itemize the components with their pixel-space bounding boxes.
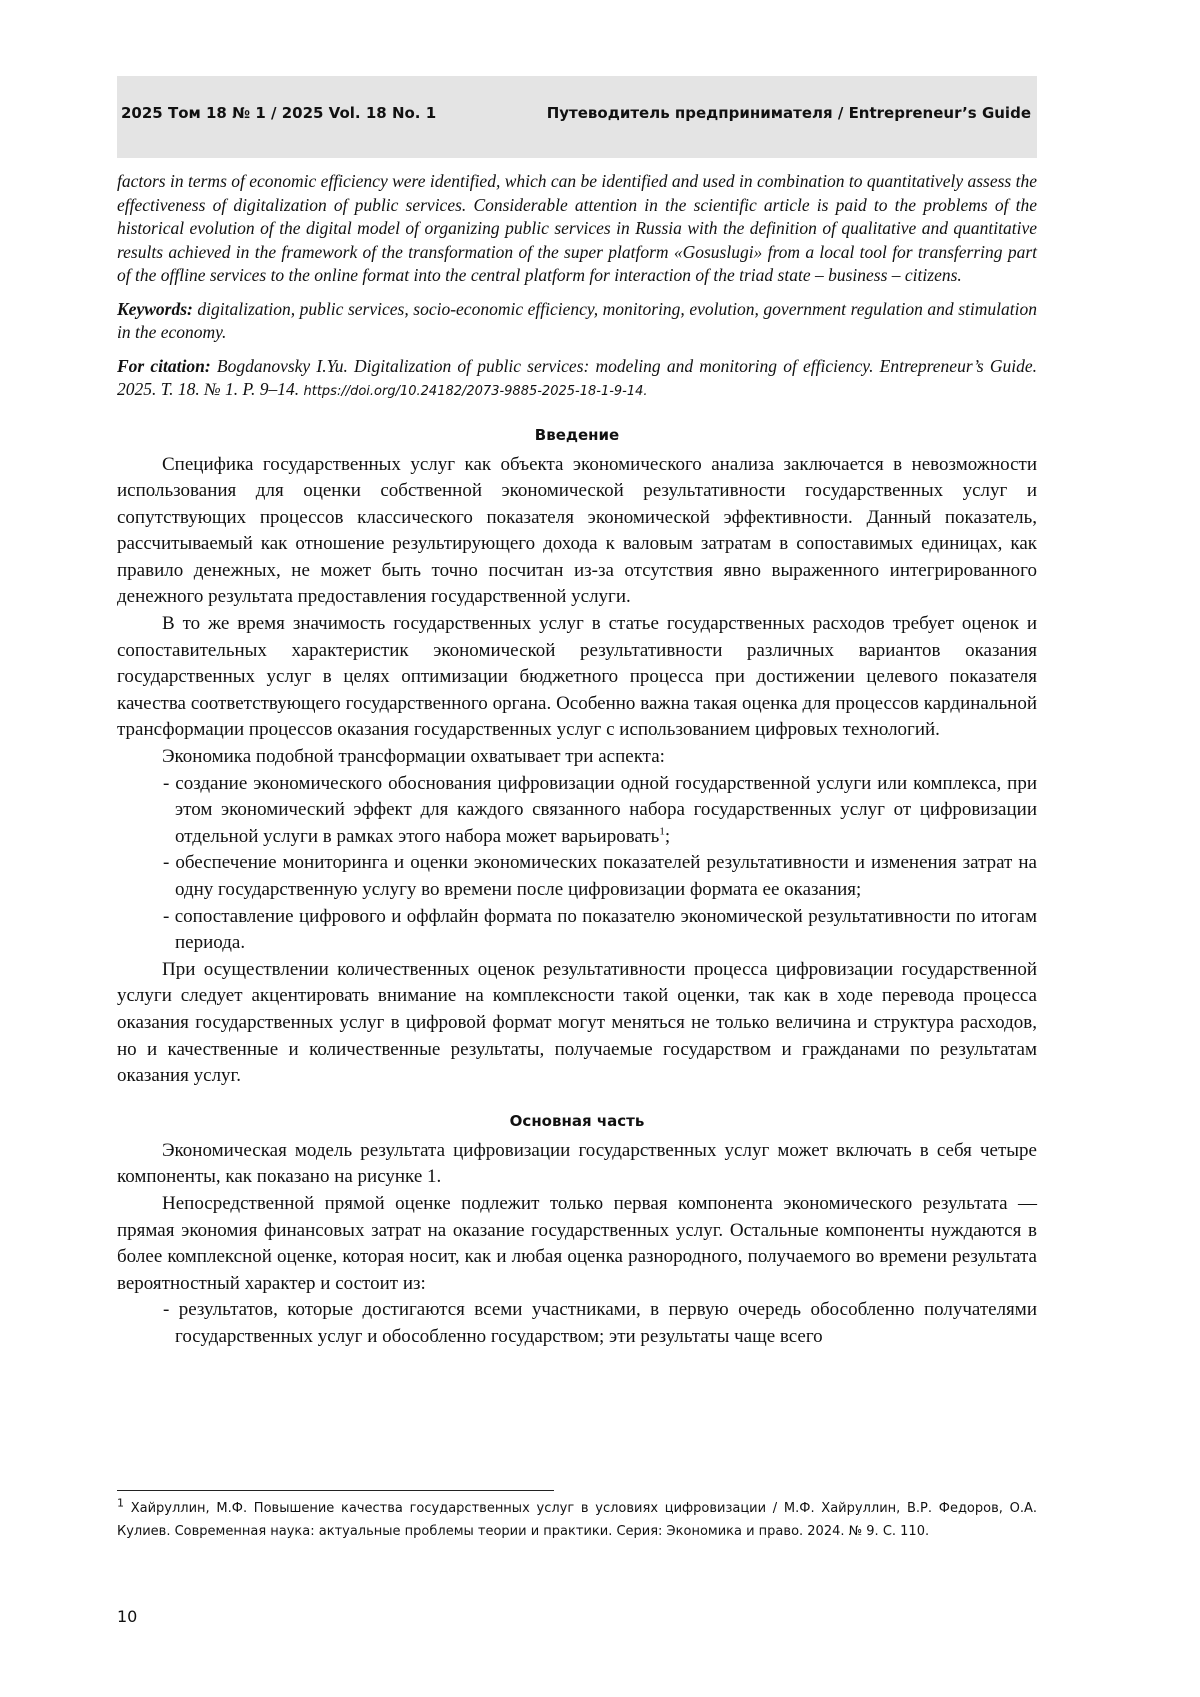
paragraph: Экономика подобной трансформации охватывает три аспекта: [117, 744, 1037, 771]
paragraph: В то же время значимость государственных услуг в статье государственных расходов требует оценок и сопоставительных характеристик экономической результативности различных вариантов оказания государственных услуг в целях оптимизации бюджетного процесса при достижении целевого показателя качества соответствующего государственного органа. Особенно важна такая оценка для процессов кардинальной трансформации процессов оказания государственных услуг с использованием цифровых технологий. [117, 611, 1037, 744]
footnote-divider [117, 1490, 554, 1491]
footnote [117, 1497, 1037, 1543]
section-heading-main: Основная часть [117, 1110, 1037, 1132]
section-heading-intro: Введение [117, 424, 1037, 446]
journal-title: Путеводитель предпринимателя / Entrepreneur’s Guide [547, 104, 1031, 122]
citation-text: Bogdanovsky I.Yu. Digitalization of public services: modeling and monitoring of efficiency. Entrepreneur’s Guide. 2025. T. 18. № 1. P. 9–14. [117, 356, 1037, 400]
citation-label: For citation: [117, 356, 211, 376]
page-number: 10 [117, 1607, 137, 1626]
aspects-list [117, 771, 1037, 957]
list-item: - сопоставление цифрового и оффлайн формата по показателю экономической результативности по итогам периода. [117, 904, 1037, 957]
page-content [117, 170, 1037, 1351]
doi-link[interactable]: https://doi.org/10.24182/2073-9885-2025-18-1-9-14. [304, 384, 648, 399]
list-item [117, 771, 1037, 851]
abstract-text: factors in terms of economic efficiency were identified, which can be identified and used in combination to quantitatively assess the effectiveness of digitalization of public services. Considerable attention in the scientific article is paid to the problems of the historical evolution of the digital model of organizing public services in Russia with the definition of qualitative and quantitative results achieved in the framework of the transformation of the super platform «Gosuslugi» from a local tool for transferring part of the offline services to the online format into the central platform for interaction of the triad state – business – citizens. [117, 170, 1037, 288]
footnote-number: 1 [117, 1497, 124, 1510]
paragraph: Экономическая модель результата цифровизации государственных услуг может включать в себя четыре компоненты, как показано на рисунке 1. [117, 1138, 1037, 1191]
list-item-text: - создание экономического обоснования цифровизации одной государственной услуги или комплекса, при этом экономический эффект для каждого связанного набора государственных услуг от цифровизации отдельной услуги в рамках этого набора может варьировать [163, 773, 1037, 847]
keywords-label: Keywords: [117, 299, 193, 319]
running-header [117, 76, 1037, 158]
list-item-end: ; [665, 826, 670, 847]
footnote-text: Хайруллин, М.Ф. Повышение качества государственных услуг в условиях цифровизации / М.Ф. Хайруллин, В.Р. Федоров, О.А. Кулиев. Современная наука: актуальные проблемы теории и практики. Серия: Экономика и право. 2024. № 9. С. 110. [117, 1501, 1037, 1539]
footnote-ref[interactable]: 1 [659, 825, 665, 837]
journal-issue-info: 2025 Том 18 № 1 / 2025 Vol. 18 No. 1 [121, 104, 436, 122]
list-item: - обеспечение мониторинга и оценки экономических показателей результативности и изменения затрат на одну государственную услугу во времени после цифровизации формата ее оказания; [117, 850, 1037, 903]
components-list [117, 1297, 1037, 1350]
keywords-text: digitalization, public services, socio-economic efficiency, monitoring, evolution, government regulation and stimulation in the economy. [117, 299, 1037, 343]
citation [117, 355, 1037, 404]
paragraph: Непосредственной прямой оценке подлежит только первая компонента экономического результата — прямая экономия финансовых затрат на оказание государственных услуг. Остальные компоненты нуждаются в более комплексной оценке, которая носит, как и любая оценка разнородного, получаемого во времени результата вероятностный характер и состоит из: [117, 1191, 1037, 1297]
paragraph: Специфика государственных услуг как объекта экономического анализа заключается в невозможности использования для оценки собственной экономической результативности государственных услуг и сопутствующих процессов классического показателя экономической эффективности. Данный показатель, рассчитываемый как отношение результирующего дохода к валовым затратам в сопоставимых единицах, как правило денежных, не может быть точно посчитан из-за отсутствия явно выраженного интегрированного денежного результата предоставления государственной услуги. [117, 452, 1037, 612]
keywords [117, 298, 1037, 345]
list-item: - результатов, которые достигаются всеми участниками, в первую очередь обособленно получателями государственных услуг и обособленно государством; эти результаты чаще всего [117, 1297, 1037, 1350]
paragraph: При осуществлении количественных оценок результативности процесса цифровизации государственной услуги следует акцентировать внимание на комплексности такой оценки, так как в ходе перевода процесса оказания государственных услуг в цифровой формат могут меняться не только величина и структура расходов, но и качественные и количественные результаты, получаемые государством и гражданами по результатам оказания услуг. [117, 957, 1037, 1090]
